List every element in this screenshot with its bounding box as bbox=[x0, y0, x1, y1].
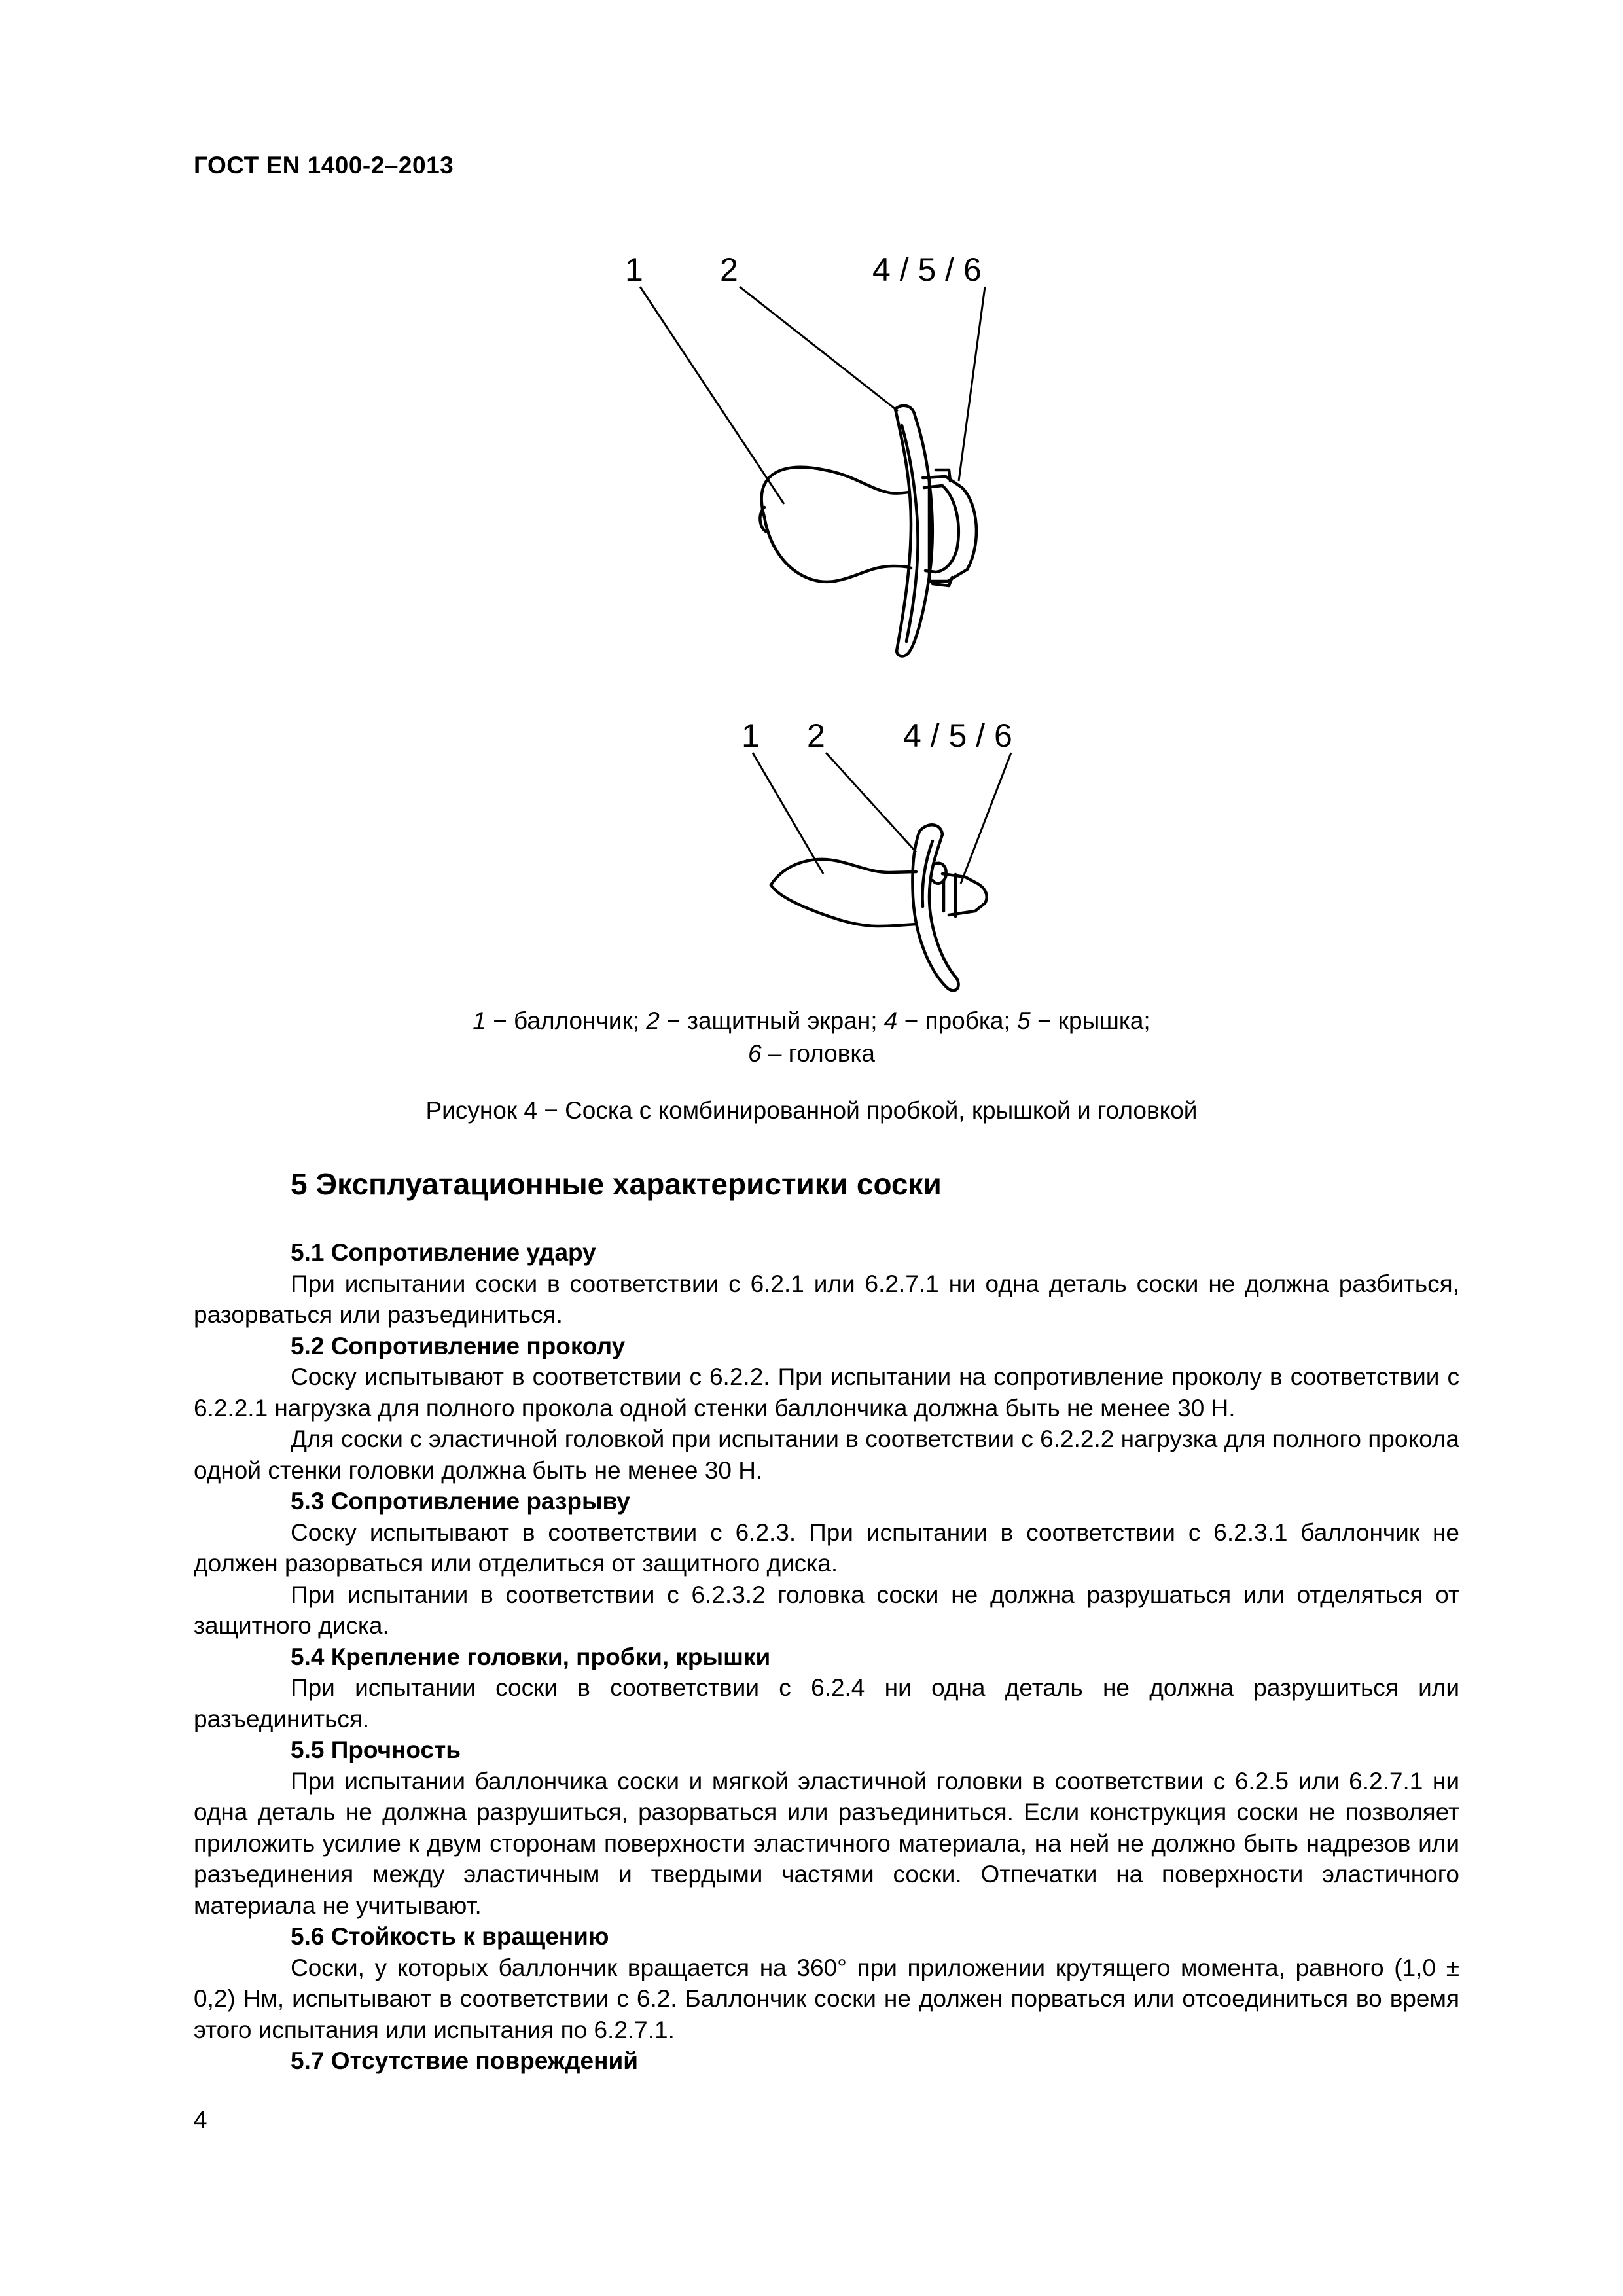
subsection-heading: 5.2 Сопротивление проколу bbox=[291, 1332, 626, 1359]
top-label-456: 4 / 5 / 6 bbox=[872, 251, 982, 288]
subsection-heading: 5.5 Прочность bbox=[291, 1736, 461, 1763]
figure-legend-line-1: 1 − баллончик; 2 − защитный экран; 4 − пробка; 5 − крышка; bbox=[473, 1007, 1150, 1034]
pacifier-top-drawing bbox=[760, 406, 976, 656]
section-title: 5 Эксплуатационные характеристики соски bbox=[291, 1167, 942, 1201]
pacifier-figure bbox=[0, 0, 1623, 1047]
paragraph: Соски, у которых баллончик вращается на 360° при приложении крутящего момента, равного (1,0 ± 0,2) Нм, испытывают в соответствии с 6.2. Баллончик соски не должен порваться или отсоединиться во время этого испытания или испытания по 6.2.7.1. bbox=[194, 1954, 1459, 2043]
page-number: 4 bbox=[194, 2106, 207, 2133]
paragraph: Соску испытывают в соответствии с 6.2.2. При испытании на сопротивление проколу в соответствии с 6.2.2.1 нагрузка для полного прокола одной стенки баллончика должна быть не менее 30 Н. bbox=[194, 1363, 1459, 1422]
paragraph: При испытании в соответствии с 6.2.3.2 головка соски не должна разрушаться или отделяться от защитного диска. bbox=[194, 1581, 1459, 1639]
subsection-heading: 5.7 Отсутствие повреждений bbox=[291, 2047, 638, 2074]
paragraph: При испытании соски в соответствии с 6.2.1 или 6.2.7.1 ни одна деталь соски не должна разбиться, разорваться или разъединиться. bbox=[194, 1270, 1459, 1328]
document-header: ГОСТ EN 1400-2–2013 bbox=[194, 152, 454, 179]
pacifier-bottom-drawing bbox=[771, 825, 987, 990]
subsection-heading: 5.4 Крепление головки, пробки, крышки bbox=[291, 1643, 771, 1670]
paragraph: Соску испытывают в соответствии с 6.2.3. При испытании в соответствии с 6.2.3.1 баллончик не должен разорваться или отделиться от защитного диска. bbox=[194, 1518, 1459, 1577]
bottom-label-1: 1 bbox=[741, 717, 760, 754]
subsection-heading: 5.3 Сопротивление разрыву bbox=[291, 1488, 630, 1515]
paragraph: При испытании соски в соответствии с 6.2.4 ни одна деталь не должна разрушиться или разъединиться. bbox=[194, 1674, 1459, 1732]
pacifier-bottom-leaders bbox=[753, 753, 1011, 884]
bottom-label-456: 4 / 5 / 6 bbox=[903, 717, 1012, 754]
paragraph: При испытании баллончика соски и мягкой эластичной головки в соответствии с 6.2.5 или 6.2.7.1 ни одна деталь не должна разрушиться, разорваться или разъединиться. Если конструкция соски не позволяет приложить усилие к двум сторонам поверхности эластичного материала, на ней не должно быть надрезов или разъединения между эластичным и твердыми частями соски. Отпечатки на поверхности эластичного материала не учитывают. bbox=[194, 1767, 1459, 1919]
figure-legend bbox=[393, 1005, 1230, 1070]
pacifier-top-leaders bbox=[640, 287, 985, 504]
figure-title: Рисунок 4 − Соска с комбинированной пробкой, крышкой и головкой bbox=[425, 1097, 1198, 1124]
bottom-label-2: 2 bbox=[807, 717, 825, 754]
paragraph: Для соски с эластичной головкой при испытании в соответствии с 6.2.2.2 нагрузка для полного прокола одной стенки головки должна быть не менее 30 Н. bbox=[194, 1426, 1459, 1484]
subsection-heading: 5.6 Стойкость к вращению bbox=[291, 1923, 609, 1950]
subsection-heading: 5.1 Сопротивление удару bbox=[291, 1239, 596, 1266]
top-label-2: 2 bbox=[720, 251, 738, 288]
figure-legend-line-2: 6 – головка bbox=[748, 1040, 875, 1067]
top-label-1: 1 bbox=[625, 251, 643, 288]
body-text bbox=[194, 1237, 1459, 2077]
